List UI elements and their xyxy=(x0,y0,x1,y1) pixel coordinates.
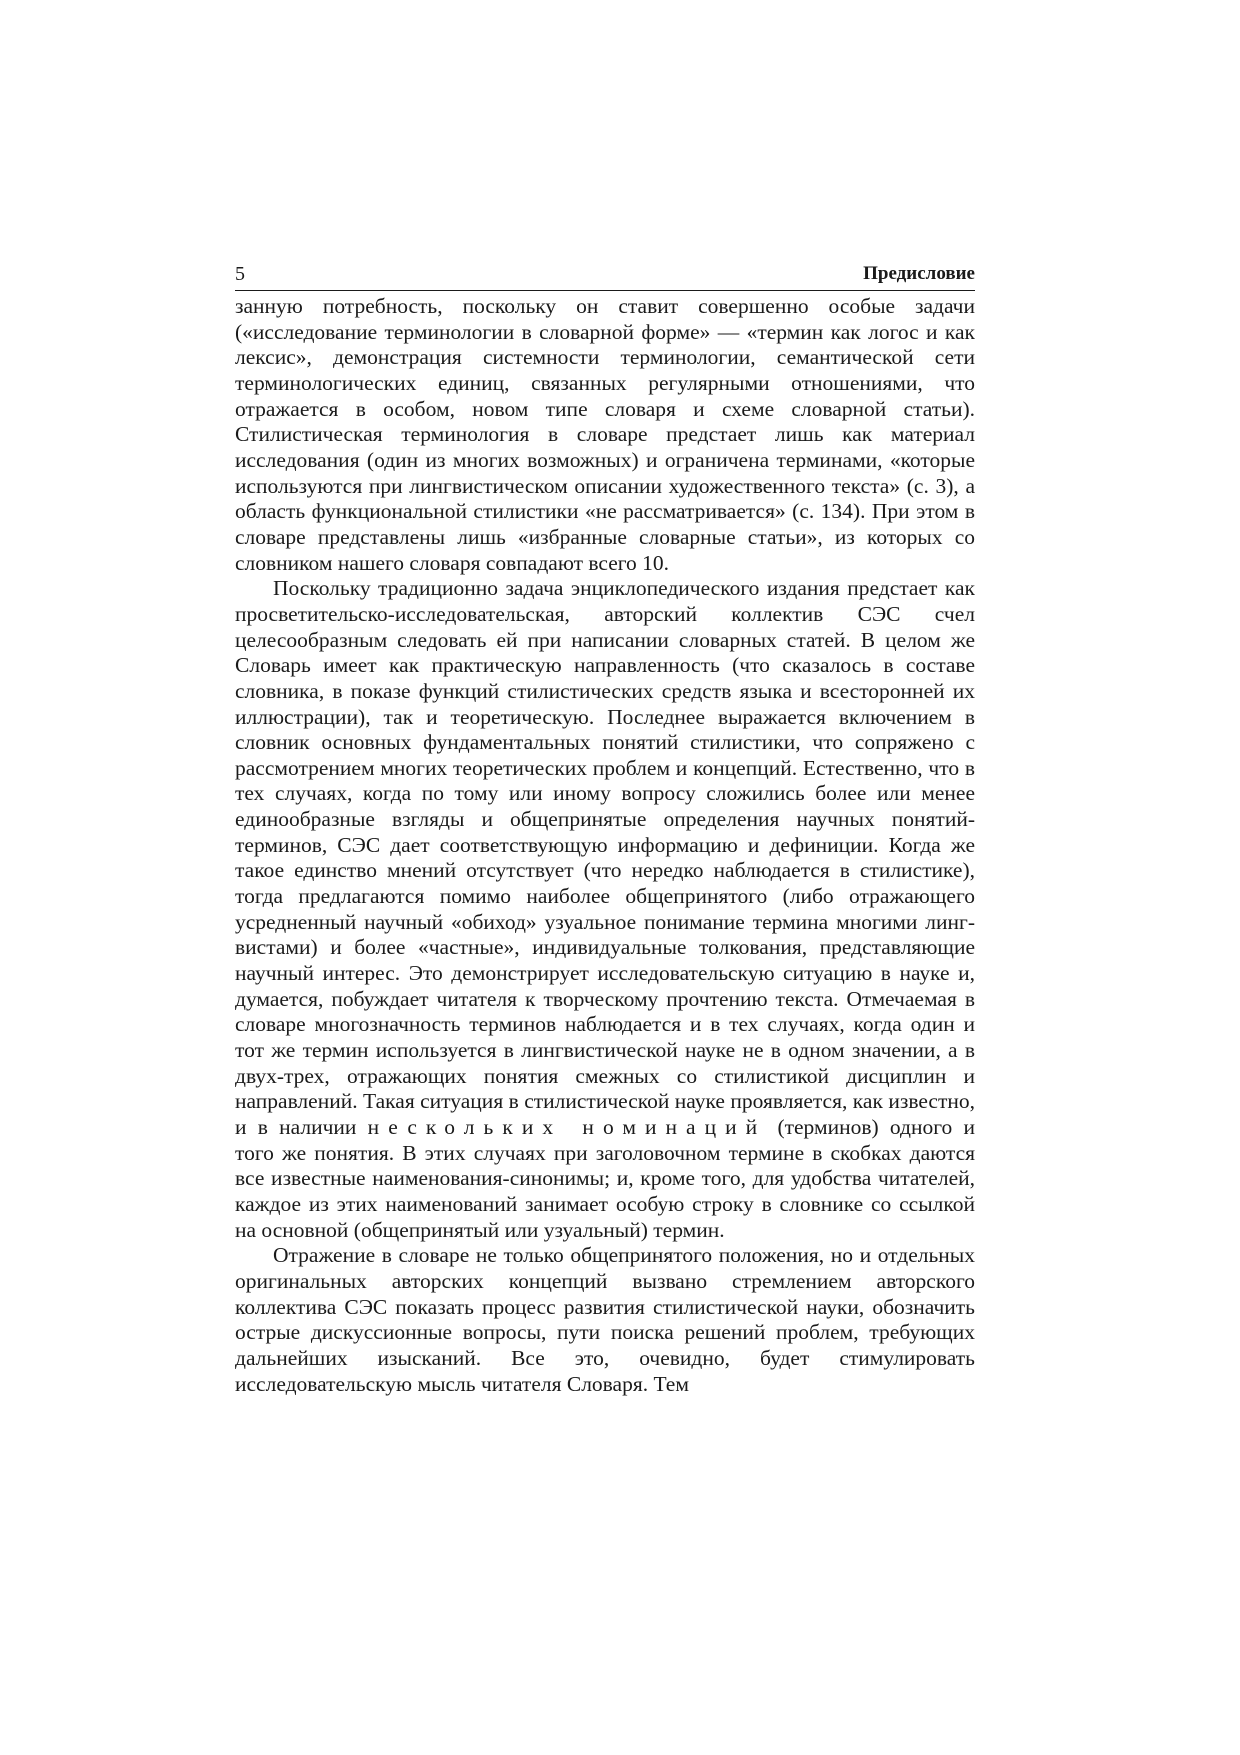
page xyxy=(235,264,975,1397)
paragraph-text: Поскольку традиционно задача энциклопедического издания предстает как просветительско-исследовательская, авторский коллектив СЭС счел целесообразным следовать ей при написании словарных статей. В целом же Словарь имеет как практическую направленность (что сказалось в составе словника, в показе функций стилистических средств языка и всесторонней их иллюстрации), так и теоретическую. Последнее выражается включением в словник основных фундаментальных понятий стилистики, что сопряжено с рассмотрением многих теоретических проблем и концепций. Естественно, что в тех случаях, когда по тому или иному вопросу сложились более или менее единообразные взгляды и общепринятые определения научных понятий-терминов, СЭС дает соответствующую информацию и дефиниции. Когда же такое единство мнений отсутствует (что нередко наблюдается в стилистике), тогда предлагаются помимо наиболее общепринятого (либо отражающего усредненный научный «обиход» узуальное понимание термина многими лингвистами) и более «частные», индивидуальные толкования, представляющие научный интерес. Это демонстрирует исследовательскую ситуацию в науке и, думается, побуждает читателя к творческому прочтению текста. Отмечаемая в словаре многозначность терминов наблюдается и в тех случаях, когда один и тот же термин используется в лингвистической науке не в одном значении, а в двух-трех, отражающих понятия смежных со стилистикой дисциплин и направлений. Такая ситуация в стилистической науке проявляется, как известно, и в наличии xyxy=(235,576,975,1139)
emphasized-text: нескольких номинаций xyxy=(367,1115,767,1139)
paragraph-text: Отражение в словаре не только общепринятого положения, но и отдельных оригинальных авторских концепций вызвано стремлением авторского коллектива СЭС показать процесс развития стилистической науки, обозначить острые дискуссионные вопросы, пути поиска решений проблем, требующих дальнейших изысканий. Все это, очевидно, будет стимулировать исследовательскую мысль читателя Словаря. Тем xyxy=(235,1243,975,1396)
running-head xyxy=(235,264,975,291)
page-number: 5 xyxy=(235,263,245,285)
paragraph-continuation xyxy=(235,294,975,576)
paragraph xyxy=(235,1243,975,1397)
paragraph-text: занную потребность, поскольку он ставит совершенно особые задачи («исследование терминологии в словарной форме» — «термин как логос и как лексис», демонстрация системности терминологии, семантической сети терминологических единиц, связанных регулярными отношениями, что отражается в особом, новом типе словаря и схеме словарной статьи). Стилистическая терминология в словаре предстает лишь как материал исследования (один из многих возможных) и ограничена терминами, «которые используются при лингвистическом описании художественного текста» (с. 3), а область функциональной стилистики «не рассматривается» (с. 134). При этом в словаре представлены лишь «избранные словарные статьи», из которых со словником нашего словаря совпадают всего 10. xyxy=(235,294,975,575)
section-title: Предисловие xyxy=(863,263,975,284)
paragraph xyxy=(235,576,975,1243)
body-text xyxy=(235,294,975,1397)
paragraph-text: (терминов) одного и того же понятия. В этих случаях при заголовочном термине в скобках даются все известные наименования-синонимы; и, кроме того, для удобства читателей, каждое из этих наименований занимает особую строку в словнике со ссылкой на основной (общепринятый или узуальный) термин. xyxy=(235,1115,975,1242)
